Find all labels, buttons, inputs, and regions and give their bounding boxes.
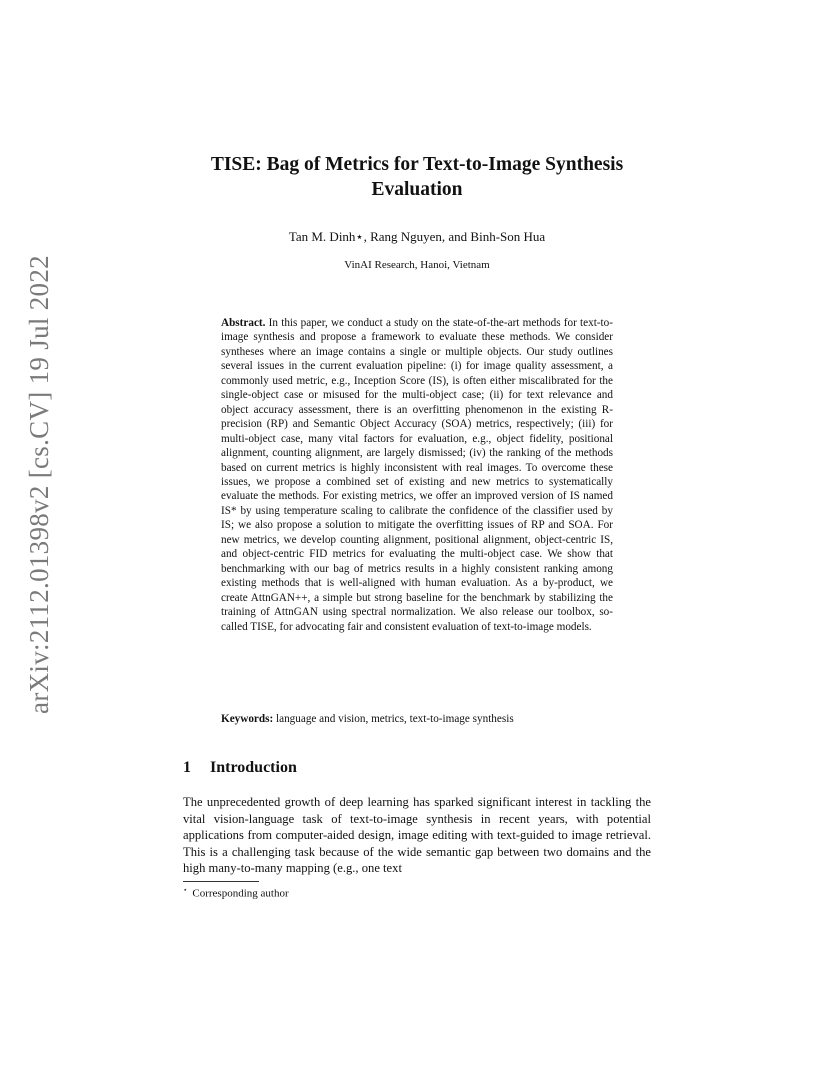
arxiv-side-stamp	[19, 254, 59, 714]
abstract-label: Abstract.	[221, 317, 266, 329]
intro-paragraph: The unprecedented growth of deep learning has sparked significant interest in tackling the vital vision-language task of text-to-image synthesis in recent years, with potential applications from computer-aided design, image editing with text-guided to image retrieval. This is a challenging task because of the wide semantic gap between two domains and the high many-to-many mapping (e.g., one text	[183, 795, 651, 875]
abstract-text: In this paper, we conduct a study on the state-of-the-art methods for text-to-image synthesis and propose a framework to evaluate these methods. We consider syntheses where an image contains a single or multiple objects. Our study outlines several issues in the current evaluation pipeline: (i) for image quality assessment, a commonly used metric, e.g., Inception Score (IS), is often either miscalibrated for the single-object case or misused for the multi-object case; (ii) for text relevance and object accuracy assessment, there is an overfitting phenomenon in the existing R-precision (RP) and Semantic Object Accuracy (SOA) metrics, respectively; (iii) for multi-object case, many vital factors for evaluation, e.g., object fidelity, positional alignment, counting alignment, are largely dismissed; (iv) the ranking of the methods based on current metrics is highly inconsistent with real images. To overcome these issues, we propose a combined set of existing and new metrics to systematically evaluate the methods. For existing metrics, we offer an improved version of IS named IS* by using temperature scaling to calibrate the confidence of the classifier used by IS; we also propose a solution to mitigate the overfitting issues of RP and SOA. For new metrics, we develop counting alignment, positional alignment, object-centric IS, and object-centric FID metrics for evaluating the multi-object case. We show that benchmarking with our bag of metrics results in a highly consistent ranking among existing methods that is well-aligned with human evaluation. As a by-product, we create AttnGAN++, a simple but strong baseline for the benchmark by stabilizing the training of AttnGAN using spectral normalization. We also release our toolbox, so-called TISE, for advocating fair and consistent evaluation of text-to-image models.	[221, 317, 613, 633]
section-heading	[183, 759, 297, 777]
arxiv-id-label: arXiv:2112.01398v2 [cs.CV] 19 Jul 2022	[23, 254, 54, 714]
author-list: Tan M. Dinh⋆, Rang Nguyen, and Binh-Son Hua	[288, 229, 546, 244]
section-title: Introduction	[210, 759, 297, 776]
affiliation: VinAI Research, Hanoi, Vietnam	[344, 259, 490, 271]
keywords-text: language and vision, metrics, text-to-image synthesis	[276, 713, 514, 725]
keywords-block	[221, 713, 613, 725]
keywords-label: Keywords:	[221, 713, 274, 725]
footnote-mark: ⋆	[183, 886, 188, 894]
footnote	[183, 886, 289, 900]
paper-title: TISE: Bag of Metrics for Text-to-Image Synthesis Evaluation	[210, 154, 624, 200]
section-number: 1	[183, 759, 191, 776]
footnote-text: Corresponding author	[192, 887, 289, 900]
abstract-block	[221, 316, 613, 634]
footnote-divider	[183, 881, 259, 882]
